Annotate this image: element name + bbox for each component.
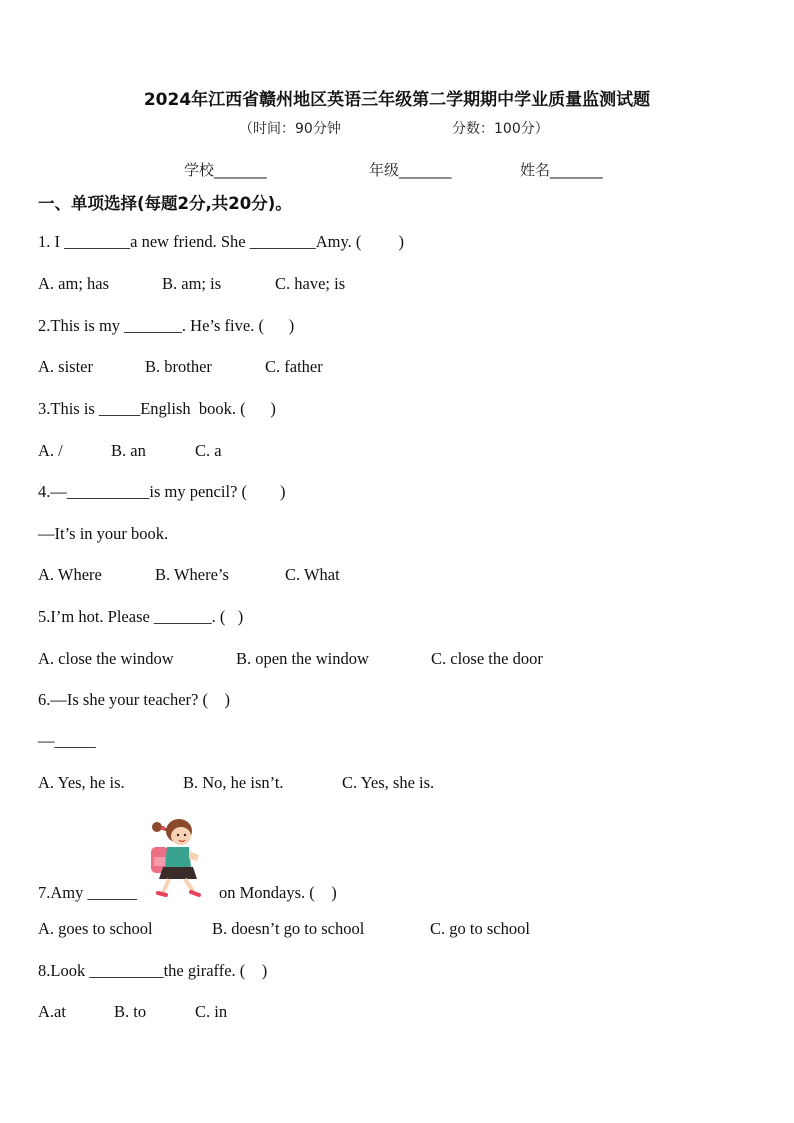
q3-option-b: B. an [111, 441, 146, 460]
question-1-stem: 1. I ________a new friend. She ________Amy. ( ) [38, 232, 404, 251]
q5-option-c: C. close the door [431, 649, 543, 668]
q8-option-a: A.at [38, 1002, 66, 1021]
page-title: 2024年江西省赣州地区英语三年级第二学期期中学业质量监测试题 [143, 90, 651, 110]
q5-option-b: B. open the window [236, 649, 369, 668]
exam-score: 分数：100分） [452, 121, 549, 137]
question-6-stem: 6.—Is she your teacher? ( ) [38, 690, 230, 709]
q6-option-b: B. No, he isn’t. [183, 773, 284, 792]
q7-option-c: C. go to school [430, 919, 530, 938]
q7-option-b: B. doesn’t go to school [212, 919, 365, 938]
question-4-stem: 4.—__________is my pencil? ( ) [38, 482, 286, 501]
section-title: 一、单项选择(每题2分,共20分)。 [38, 194, 292, 213]
q1-option-c: C. have; is [275, 274, 346, 293]
q6-option-c: C. Yes, she is. [342, 773, 435, 792]
q3-option-a: A. / [38, 441, 63, 460]
question-6-answer-line: —_____ [38, 731, 96, 750]
q5-option-a: A. close the window [38, 649, 174, 668]
question-5-stem: 5.I’m hot. Please _______. ( ) [38, 607, 244, 626]
school-field: 学校_______ [184, 161, 267, 179]
q2-option-b: B. brother [145, 357, 212, 376]
name-field: 姓名_______ [520, 161, 603, 179]
question-4-answer-line: —It’s in your book. [38, 524, 169, 543]
q3-option-c: C. a [195, 441, 222, 460]
q8-option-b: B. to [114, 1002, 147, 1021]
question-7-stem: 7.Amy ______ [38, 883, 137, 902]
grade-field: 年级_______ [369, 161, 452, 179]
exam-time: （时间：90分钟 [239, 121, 341, 137]
q8-option-c: C. in [195, 1002, 228, 1021]
question-7-stem-end: on Mondays. ( ) [219, 883, 337, 902]
question-2-stem: 2.This is my _______. He’s five. ( ) [38, 316, 295, 335]
question-8-stem: 8.Look _________the giraffe. ( ) [38, 961, 268, 980]
q1-option-a: A. am; has [38, 274, 110, 293]
q1-option-b: B. am; is [162, 274, 222, 293]
q2-option-c: C. father [265, 357, 323, 376]
q2-option-a: A. sister [38, 357, 93, 376]
girl-with-backpack-illustration [145, 815, 207, 903]
q7-option-a: A. goes to school [38, 919, 153, 938]
question-3-stem: 3.This is _____English book. ( ) [38, 399, 276, 418]
q4-option-b: B. Where’s [155, 565, 229, 584]
q4-option-a: A. Where [38, 565, 102, 584]
q4-option-c: C. What [285, 565, 340, 584]
q6-option-a: A. Yes, he is. [38, 773, 125, 792]
